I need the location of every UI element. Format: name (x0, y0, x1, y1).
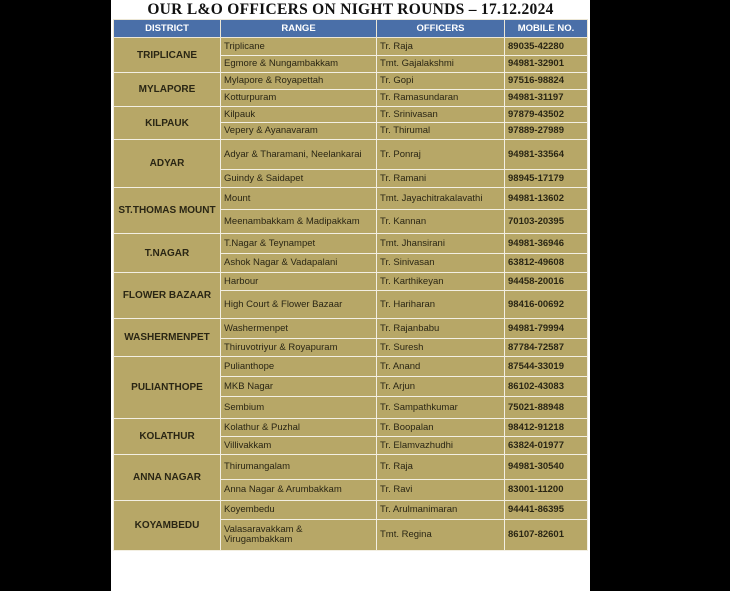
district-cell: ANNA NAGAR (114, 455, 221, 501)
header-mobile: MOBILE NO. (505, 20, 588, 38)
table-row (114, 455, 588, 480)
officer-cell: Tr. Ponraj (377, 140, 505, 170)
district-cell: ADYAR (114, 140, 221, 188)
range-cell: Kilpauk (221, 107, 377, 123)
officer-cell: Tr. Elamvazhudhi (377, 437, 505, 455)
mobile-cell: 97879-43502 (505, 107, 588, 123)
district-cell: KOLATHUR (114, 419, 221, 455)
district-cell: T.NAGAR (114, 234, 221, 273)
range-cell: Adyar & Tharamani, Neelankarai (221, 140, 377, 170)
page-title: OUR L&O OFFICERS ON NIGHT ROUNDS – 17.12.2024 (147, 1, 554, 18)
header-range: RANGE (221, 20, 377, 38)
mobile-cell: 98945-17179 (505, 170, 588, 188)
range-cell: Harbour (221, 273, 377, 291)
range-cell: Mount (221, 188, 377, 210)
header-district: DISTRICT (114, 20, 221, 38)
range-cell: Pulianthope (221, 357, 377, 377)
range-cell: MKB Nagar (221, 377, 377, 397)
officer-cell: Tr. Boopalan (377, 419, 505, 437)
mobile-cell: 87784-72587 (505, 339, 588, 357)
mobile-cell: 86107-82601 (505, 520, 588, 551)
mobile-cell: 94458-20016 (505, 273, 588, 291)
officer-cell: Tr. Sinivasan (377, 254, 505, 273)
table-row (114, 73, 588, 90)
mobile-cell: 97889-27989 (505, 123, 588, 140)
table-row (114, 188, 588, 210)
table-header-row (114, 20, 588, 38)
officer-cell: Tr. Ramani (377, 170, 505, 188)
mobile-cell: 83001-11200 (505, 480, 588, 501)
mobile-cell: 63812-49608 (505, 254, 588, 273)
district-cell: ST.THOMAS MOUNT (114, 188, 221, 234)
officer-cell: Tmt. Jayachitrakalavathi (377, 188, 505, 210)
officer-cell: Tr. Ramasundaran (377, 90, 505, 107)
mobile-cell: 94981-33564 (505, 140, 588, 170)
table-row (114, 107, 588, 123)
district-cell: FLOWER BAZAAR (114, 273, 221, 319)
mobile-cell: 98412-91218 (505, 419, 588, 437)
mobile-cell: 75021-88948 (505, 397, 588, 419)
mobile-cell: 63824-01977 (505, 437, 588, 455)
mobile-cell: 94981-13602 (505, 188, 588, 210)
mobile-cell: 94981-79994 (505, 319, 588, 339)
range-cell: Triplicane (221, 38, 377, 56)
mobile-cell: 86102-43083 (505, 377, 588, 397)
mobile-cell: 94981-36946 (505, 234, 588, 254)
header-officers: OFFICERS (377, 20, 505, 38)
officer-cell: Tr. Suresh (377, 339, 505, 357)
range-cell: Vepery & Ayanavaram (221, 123, 377, 140)
mobile-cell: 70103-20395 (505, 210, 588, 234)
range-cell: Kolathur & Puzhal (221, 419, 377, 437)
range-cell: Anna Nagar & Arumbakkam (221, 480, 377, 501)
mobile-cell: 94981-31197 (505, 90, 588, 107)
district-cell: WASHERMENPET (114, 319, 221, 357)
officer-cell: Tr. Rajanbabu (377, 319, 505, 339)
officer-cell: Tr. Arjun (377, 377, 505, 397)
range-cell: High Court & Flower Bazaar (221, 291, 377, 319)
range-cell: Kotturpuram (221, 90, 377, 107)
table-row (114, 501, 588, 520)
mobile-cell: 89035-42280 (505, 38, 588, 56)
officer-cell: Tmt. Regina (377, 520, 505, 551)
range-cell: Koyembedu (221, 501, 377, 520)
officer-cell: Tr. Raja (377, 38, 505, 56)
range-cell: Ashok Nagar & Vadapalani (221, 254, 377, 273)
table-row (114, 357, 588, 377)
officers-table (113, 19, 588, 551)
range-cell: Guindy & Saidapet (221, 170, 377, 188)
officer-cell: Tr. Thirumal (377, 123, 505, 140)
officer-cell: Tr. Sampathkumar (377, 397, 505, 419)
mobile-cell: 94981-30540 (505, 455, 588, 480)
table-row (114, 273, 588, 291)
range-cell: Egmore & Nungambakkam (221, 56, 377, 73)
district-cell: KOYAMBEDU (114, 501, 221, 551)
officer-cell: Tr. Hariharan (377, 291, 505, 319)
mobile-cell: 94441-86395 (505, 501, 588, 520)
table-row (114, 234, 588, 254)
district-cell: TRIPLICANE (114, 38, 221, 73)
range-cell: Villivakkam (221, 437, 377, 455)
range-cell: T.Nagar & Teynampet (221, 234, 377, 254)
range-cell: Thiruvotriyur & Royapuram (221, 339, 377, 357)
range-cell: Meenambakkam & Madipakkam (221, 210, 377, 234)
mobile-cell: 94981-32901 (505, 56, 588, 73)
officer-cell: Tr. Gopi (377, 73, 505, 90)
range-cell: Washermenpet (221, 319, 377, 339)
district-cell: KILPAUK (114, 107, 221, 140)
officer-cell: Tr. Ravi (377, 480, 505, 501)
mobile-cell: 87544-33019 (505, 357, 588, 377)
table-body (114, 38, 588, 551)
officer-cell: Tr. Raja (377, 455, 505, 480)
officer-cell: Tr. Karthikeyan (377, 273, 505, 291)
officer-cell: Tr. Arulmanimaran (377, 501, 505, 520)
mobile-cell: 98416-00692 (505, 291, 588, 319)
district-cell: MYLAPORE (114, 73, 221, 107)
range-cell: Thirumangalam (221, 455, 377, 480)
table-row (114, 319, 588, 339)
officer-cell: Tmt. Gajalakshmi (377, 56, 505, 73)
range-cell: Valasaravakkam & Virugambakkam (221, 520, 377, 551)
district-cell: PULIANTHOPE (114, 357, 221, 419)
officer-cell: Tr. Anand (377, 357, 505, 377)
table-row (114, 140, 588, 170)
officer-cell: Tr. Kannan (377, 210, 505, 234)
document-page (111, 0, 590, 591)
table-row (114, 38, 588, 56)
range-cell: Mylapore & Royapettah (221, 73, 377, 90)
officer-cell: Tmt. Jhansirani (377, 234, 505, 254)
table-row (114, 419, 588, 437)
mobile-cell: 97516-98824 (505, 73, 588, 90)
officer-cell: Tr. Srinivasan (377, 107, 505, 123)
range-cell: Sembium (221, 397, 377, 419)
